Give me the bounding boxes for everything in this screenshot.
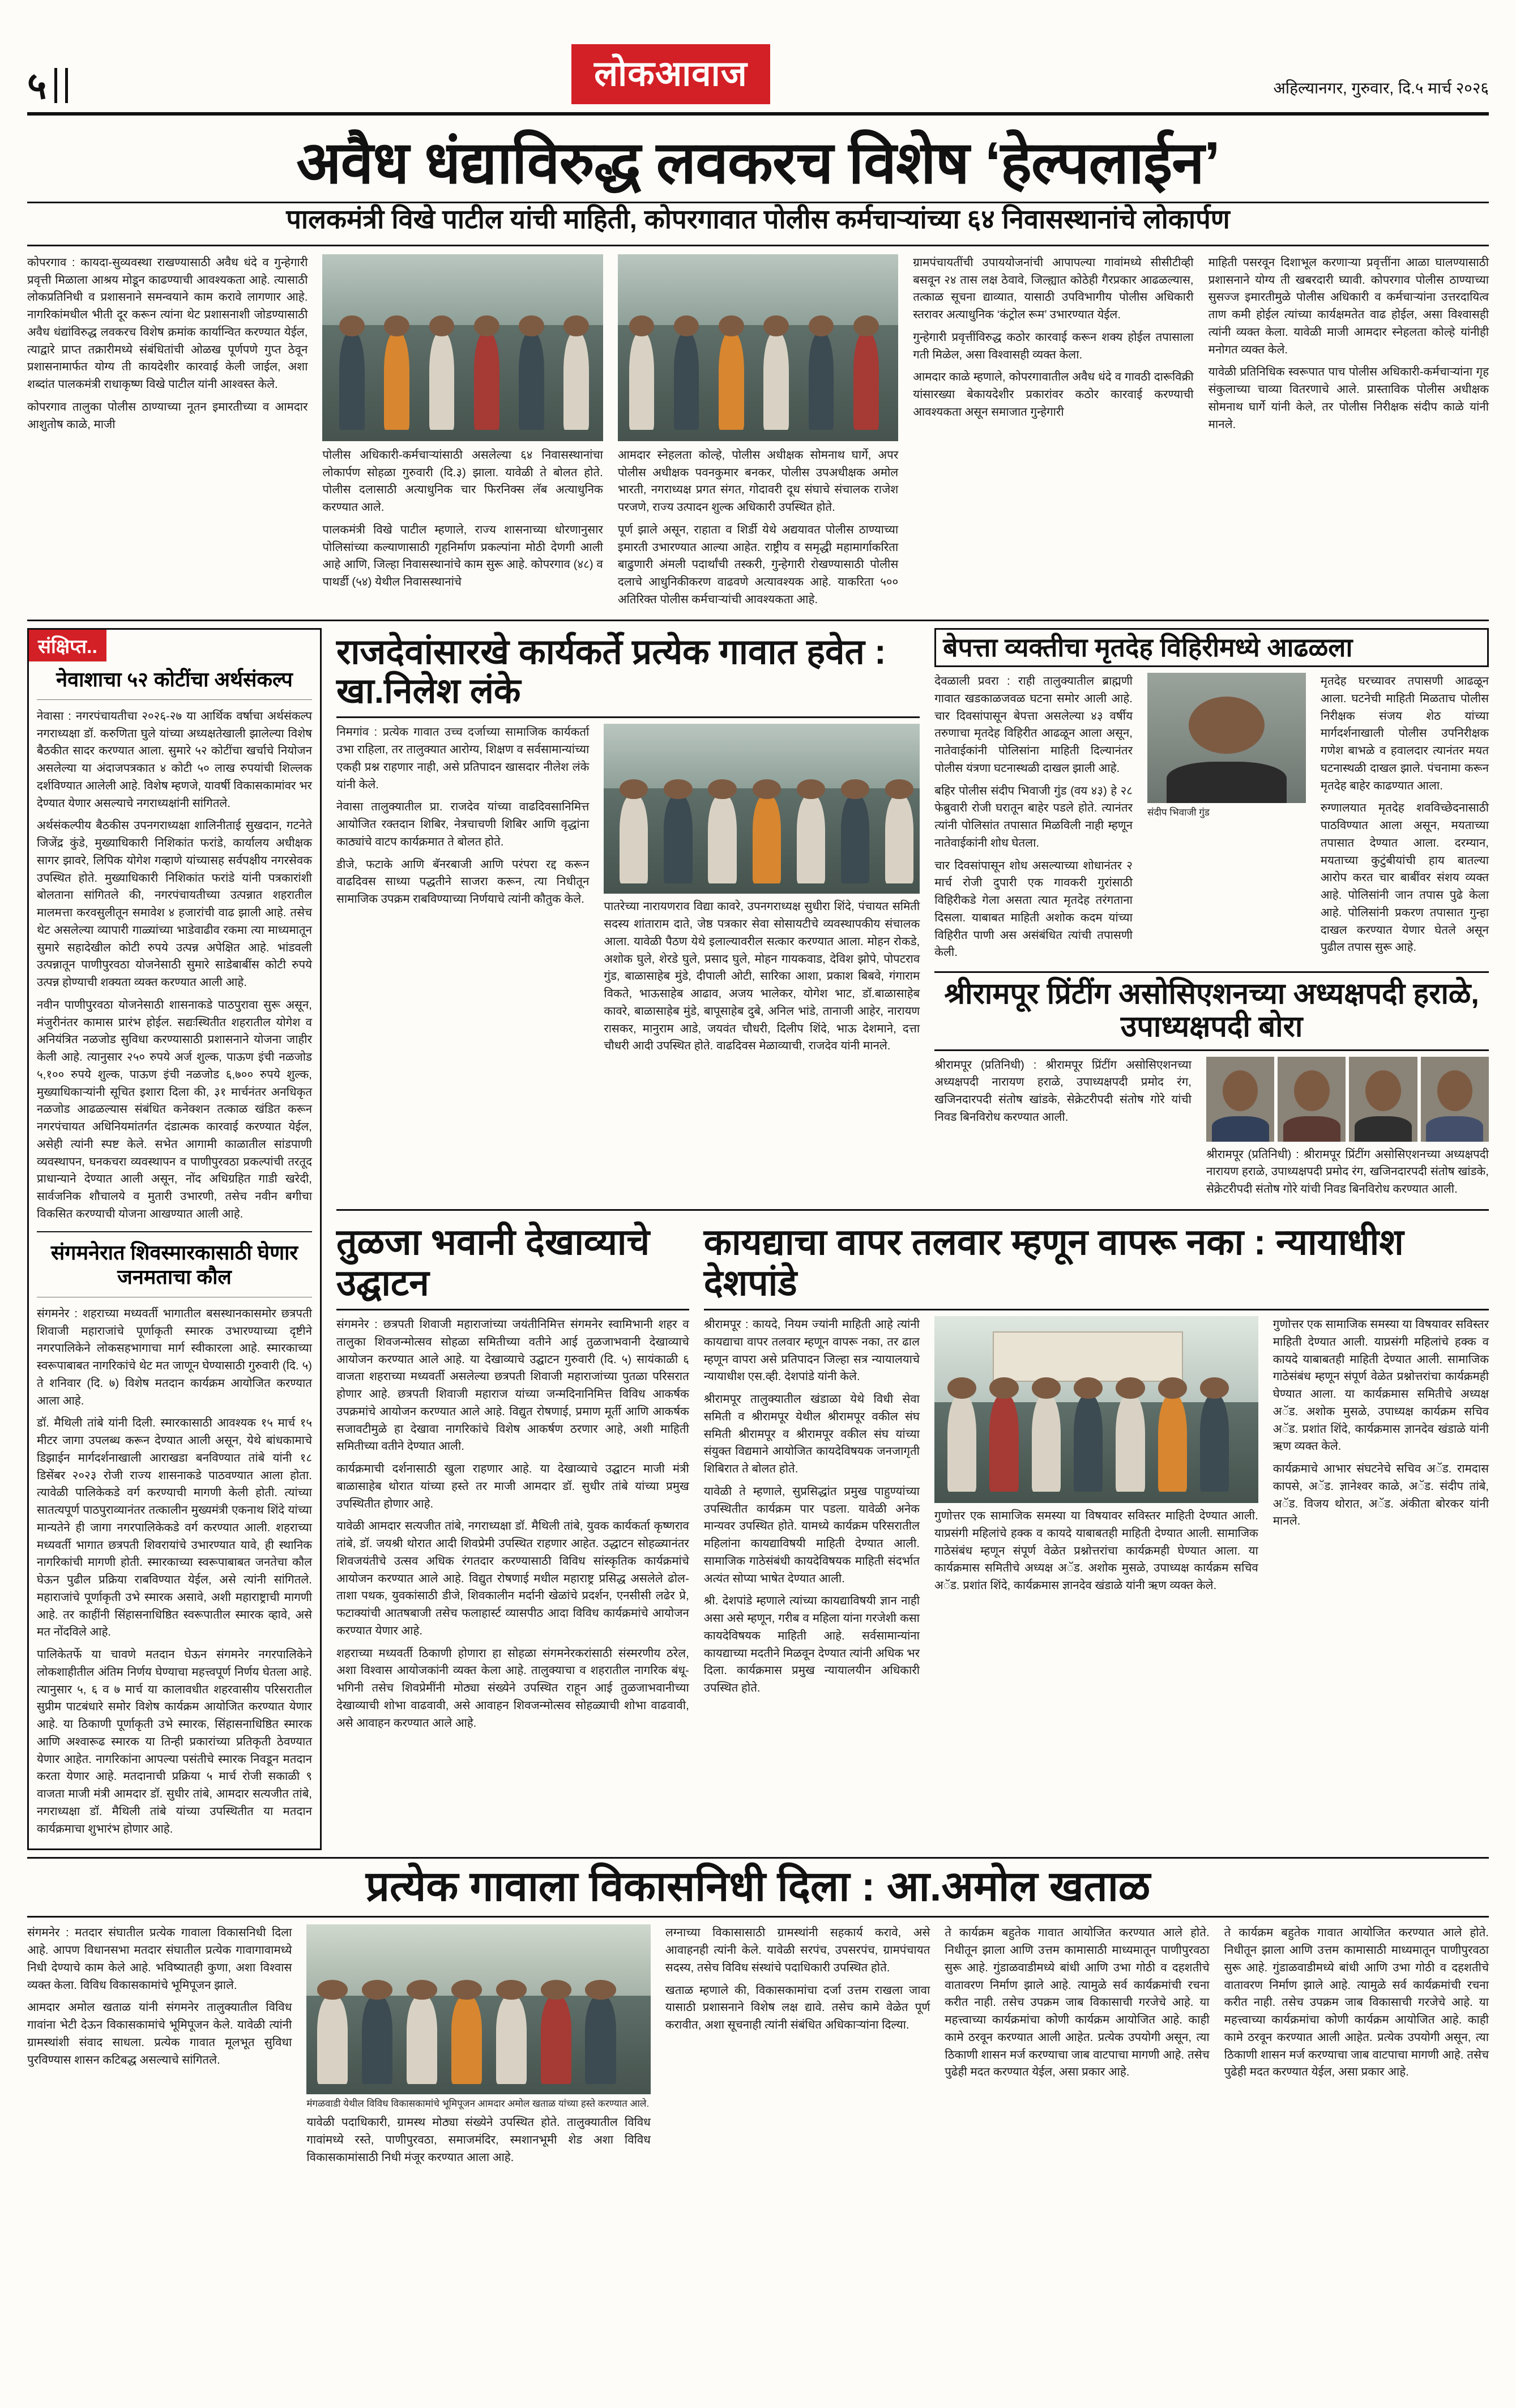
printing-par: श्रीरामपूर (प्रतिनिधी) : श्रीरामपूर प्रिंटींग असोसिएशनच्या अध्यक्षपदी नारायण हराळे, उपाध्यक्षपदी प्रमोद रंग, खजिनदारपदी संतोष खांडके, सेक्रेटरीपदी संतोष गोरे यांची निवड बिनविरोध करण्यात आली.: [934, 1058, 1192, 1124]
vihir-photo-col: [1147, 673, 1306, 967]
printing-mug-row: [1206, 1057, 1489, 1142]
lead-par: पोलीस अधिकारी-कर्मचाऱ्यांसाठी असलेल्या ६४ निवासस्थानांचा लोकार्पण सोहळा गुरुवारी (दि.३) झाला. यावेळी ते बोलत होते. पोलीस दलासाठी अत्याधुनिक चार फिरनिक्स लॅब अत्याधुनिक करण्यात आले.: [322, 448, 603, 514]
rajdev-par: पातरेच्या नारायणराव विद्या कावरे, उपनगराध्यक्ष सुधीरा शिंदे, पंचायत समिती सदस्य शांताराम दाते, जेष्ठ पत्रकार सेवा सोसायटीचे व्यवस्थापकीय संचालक आला. यावेळी पैठण येथे इलाल्यावरील सत्कार करण्यात आला. मोहन रोकडे, अशोक घुले, शेरडे घुले, प्रसाद घुले, मोहन गायकवाड, देविश झोपे, पोपटराव गुंड, बाळासाहेब मुंडे, दीपाली ओटी, सारिका आशा, प्रकाश बिबवे, गंगाराम विकते, भाऊसाहेब आढाव, अजय भालेकर, योगेश भाट, डॉ.बाळासाहेब कावरे, बाळासाहेब मुंडे, बापूसाहेब दुबे, अनिल भांडे, तानाजी आहेर, नारायण रासकर, मानुराम आडे, जयवंत चौधरी, दिलीप शिंदे, भाऊ देशमाने, दत्ता चौधरी आदी उपस्थित होते. वाढदिवस मेळाव्याची, राजदेव यांनी मानले.: [604, 900, 920, 1053]
lead-par: आमदार स्नेहलता कोल्हे, पोलीस अधीक्षक सोमनाथ घार्गे, अपर पोलीस अधीक्षक पवनकुमार बनकर, पोलीस उपअधीक्षक अमोल भारती, नगराध्यक्ष प्रगत संगत, गोदावरी दूध संघाचे संचालक राजेश परजणे, राज्य उत्पादन शुल्क अधिकारी उपस्थित होते.: [617, 448, 899, 514]
nyay-col-3: [1273, 1316, 1489, 1702]
lead-col-3: [618, 254, 898, 614]
page-number-rule-icon: [54, 68, 68, 103]
vihir-headline: बेपत्ता व्यक्तीचा मृतदेह विहिरीमध्ये आढळला: [943, 632, 1353, 662]
rajdev-par: निमगांव : प्रत्येक गावात उच्च दर्जाच्या सामाजिक कार्यकर्ता उभा राहिला, तर तालुक्यात आरोग्य, शिक्षण व सर्वसामान्यांच्या एकही प्रश्न राहणार नाही, असे प्रतिपादन खासदार नीलेश लंके यांनी केले.: [336, 725, 590, 791]
khatal-columns: [27, 1924, 1489, 2171]
printing-headline: श्रीरामपूर प्रिंटींग असोसिएशनच्या अध्यक्षपदी हराळे, उपाध्यक्षपदी बोरा: [944, 977, 1479, 1044]
lead-par: गुन्हेगारी प्रवृत्तींविरुद्ध कठोर कारवाई करून शक्य होईल तपासाला गती मिळेल, असा विश्वासही व्यक्त केला.: [913, 330, 1194, 361]
sankshipt-label: संक्षिप्त..: [29, 630, 106, 661]
sankshipt-column: [27, 628, 322, 1851]
tulja-par: शहराच्या मध्यवर्ती ठिकाणी होणारा हा सोहळा संगमनेरकरांसाठी संस्मरणीय ठरेल, अशा विश्वास आयोजकांनी व्यक्त केला आहे. तालुक्याचा व शहरातील नागरिक बंधू-भगिनी तसेच शिवप्रेमींनी मोठ्या संख्येने उपस्थित राहून आई तुळजाभवानीच्या देखाव्याची शोभा वाढवावी, असे आवाहन शिवजन्मोत्सव सोहळ्याची शोभा वाढवावी, असे आवाहन करण्यात आले आहे.: [336, 1646, 689, 1730]
printing-text-col: [934, 1057, 1192, 1203]
printing-par-dup: श्रीरामपूर (प्रतिनिधी) : श्रीरामपूर प्रिंटींग असोसिएशनच्या अध्यक्षपदी नारायण हराळे, उपाध्यक्षपदी प्रमोद रंग, खजिनदारपदी संतोष खांडके, सेक्रेटरीपदी संतोष गोरे यांची निवड बिनविरोध करण्यात आली.: [1206, 1147, 1489, 1196]
nyay-par: श्री. देशपांडे म्हणाले त्यांच्या कायद्याविषयी ज्ञान नाही असा असे म्हणून, गरीब व महिला यांना गरजेशी कसा कायदेविषयक माहिती आहे. सर्वसामान्यांना कायद्याच्या मदतीने मिळवून देण्यात त्यांनी अधिक भर दिला. कार्यक्रमास प्रमुख न्यायालयीन अधिकारी उपस्थित होते.: [703, 1594, 920, 1695]
lead-par: पूर्ण झाले असून, राहाता व शिर्डी येथे अद्ययावत पोलीस ठाण्याच्या इमारती उभारण्यात आल्या आहेत. राष्ट्रीय व समृद्धी महामार्गाकरिता बाढुणारी अंमली पदार्थांची तस्करी, गुन्हेगारी रोखण्यासाठी पोलीस दलाचे आधुनिकीकरण वाढवणे अत्यावश्यक आहे. याकरिता ५०० अतिरिक्त पोलीस कर्मचाऱ्यांची आवश्यकता आहे.: [617, 523, 899, 606]
rajdev-par: डीजे, फटाके आणि बॅनरबाजी आणि परंपरा रद्द करून वाढदिवस साध्या पद्धतीने साजरा करून, त्या निधीतून सामाजिक उपक्रम राबविण्याच्या निर्णयाचे त्यांनी कौतुक केले.: [336, 857, 590, 906]
khatal-col-5: [1224, 1924, 1489, 2171]
sankshipt-head-2: संगमनेरात शिवस्मारकासाठी घेणार जनमताचा कौल: [50, 1240, 298, 1288]
khatal-par: ते कार्यक्रम बहुतेक गावात आयोजित करण्यात आले होते. निधीतून झाला आणि उत्तम कामासाठी माध्यमातून पाणीपुरवठा सुरू आहे. गुंडाळवाडीमध्ये बांधी आणि उभा गोठी व दहशतीचे वातावरण निर्माण झाले आहे. त्यामुळे सर्व कार्यक्रमांची रचना करीत नाही. तसेच उपक्रम जाब विकासाची गरजेचे आहे. या महत्त्वाच्या कार्यक्रमांचा कोणी कार्यक्रम आयोजित आहे. काही कामे ठरवून करण्यात आली आहेत. प्रत्येक उपयोगी असून, त्या ठिकाणी शासन मर्ज करण्याचा जाब वाटपाचा मागणी आहे. तसेच पुढेही मदत करण्यात येईल, असा प्रकार आहे.: [945, 1926, 1210, 2079]
printing-mug-4: [1421, 1057, 1489, 1142]
vihir-par: बहिर पोलीस संदीप भिवाजी गुंड (वय ४३) हे २८ फेब्रुवारी रोजी घरातून बाहेर पडले होते. त्यानंतर त्यांनी पोलिसांत तपासात मिळविली नाही म्हणून नातेवाईकांनी शोध घेतला.: [934, 784, 1133, 849]
rajdev-text-col: [336, 724, 589, 1060]
sankshipt-par: डॉ. मैथिली तांबे यांनी दिली. स्मारकासाठी आवश्यक १५ मार्च १५ मीटर जागा उपलब्ध करून देण्यात आली असून, येथे बांधकामाचे डिझाईन मार्गदर्शनाखाली आराखडा बनविण्यात तांबे यांनी १८ डिसेंबर २०२३ रोजी राज्य शासनाकडे पाठवण्यात आला होता. त्यावेळी पालिकेकडे वर्ग करण्याची मागणी केली होती. त्यांच्या सातत्यपूर्ण पाठपुराव्यानंतर तत्कालीन मुख्यमंत्री एकनाथ शिंदे यांच्या मान्यतेने ही जागा नगरपालिकेकडे वर्ग करण्यात आली. शहराच्या मध्यवर्ती भागात छत्रपती शिवरायांचे उभारण्यात यावे, ही स्थानिक नागरिकांची मागणी होती. स्मारकाच्या स्वरूपाबाबत जनतेचा कौल घेऊन पुढील प्रक्रिया राबविण्यात येईल, असे त्यांनी सांगितले. महाराजांचे पूर्णाकृती उभे स्मारक असावे, अशी महाराष्ट्राची मागणी आहे. तर काहींनी सिंहासनाधिष्ठित स्वरूपातील स्मारक व्हावे, असे मत नोंदविले आहे.: [37, 1416, 312, 1639]
nyay-photo: [934, 1316, 1258, 1503]
nyay-col-1: [704, 1316, 920, 1702]
vihir-par: मृतदेह घरच्यावर तपासणी आढळून आला. घटनेची माहिती मिळताच पोलीस निरीक्षक संजय शेठ यांच्या मार्गदर्शनाखाली पोलीस उपनिरीक्षक गणेश बाभळे व हवालदार त्यानंतर मयत घटनास्थळी दाखल झाले. पंचनामा करून मृतदेह बाहेर काढण्यात आला.: [1320, 674, 1489, 792]
printing-photo-col: [1206, 1057, 1489, 1203]
sankshipt-par: पालिकेतर्फे या चावणे मतदान घेऊन संगमनेर नगरपालिकेने लोकशाहीतील अंतिम निर्णय घेण्याचा महत्त्वपूर्ण निर्णय घेतला आहे. त्यानुसार ५, ६ व ७ मार्च या कालावधीत शहरवासीय परिसरातील सुप्रीम पाटबंधारे समोर विशेष कार्यक्रम आयोजित करण्यात येणार आहे. या ठिकाणी पूर्णाकृती उभे स्मारक, सिंहासनाधिष्ठित स्मारक आणि अश्वारूढ स्मारक या तिन्ही प्रकारांच्या प्रतिकृती ठेवण्यात येणार आहेत. नागरिकांना आपल्या पसंतीचे स्मारक निवडून मतदान करता येणार आहे. मतदानाची प्रक्रिया ५ मार्च रोजी सकाळी ९ वाजता माजी मंत्री आमदार डॉ. सुधीर तांबे, आमदार सत्यजीत तांबे, नगराध्यक्षा डॉ. मैथिली तांबे यांच्या उपस्थितीत या मतदान कार्यक्रमाचा शुभारंभ होणार आहे.: [37, 1648, 312, 1835]
lead-photo-2: [618, 254, 898, 441]
rajdev-headline: राजदेवांसारखे कार्यकर्ते प्रत्येक गावात हवेत : खा.निलेश लंके: [336, 632, 886, 711]
nyay-par: यावेळी ते म्हणाले, सुप्रसिद्धांत प्रमुख पाहुण्यांच्या उपस्थितीत कार्यक्रम पार पडला. यावेळी अनेक मान्यवर उपस्थित होते. यामध्ये कार्यक्रम परिसरातील महिलांना कायद्याविषयी माहिती देण्यात आली. सामाजिक गाठेसंबंधी कायदेविषयक माहिती संदर्भात अत्यंत सोप्या भाषेत देण्यात आली.: [703, 1484, 920, 1585]
lead-par: यावेळी प्रतिनिधिक स्वरूपात पाच पोलीस अधिकारी-कर्मचाऱ्यांना गृह संकुलाच्या चाव्या वितरणाचे आले. प्रास्ताविक पोलीस अधीक्षक सोमनाथ घार्गे यांनी केले, तर पोलीस निरीक्षक संदीप काळे यांनी मानले.: [1208, 365, 1489, 431]
sankshipt-par: नेवासा : नगरपंचायतीचा २०२६-२७ या आर्थिक वर्षाचा अर्थसंकल्प नगराध्यक्षा डॉ. करुणिता घुले यांच्या अध्यक्षतेखाली झालेल्या विशेष बैठकीत सादर करण्यात आला. सुमारे ५२ कोटींचा खर्चाचे नियोजन असलेल्या या अंदाजपत्रकात ४ कोटी ५० लाख रुपयांची शिल्लक दर्शविण्यात आलेली आहे. विशेष म्हणजे, यावर्षी विकासकामांवर भर देण्यात येणार असल्याचे नगराध्यक्षांनी सांगितले.: [37, 709, 312, 810]
vihir-par: चार दिवसांपासून शोध असल्याच्या शोधानंतर २ मार्च रोजी दुपारी एक गावकरी गुरांसाठी विहिरीकडे गेला असता त्यात मृतदेह तरंगताना दिसला. याबाबत माहिती अशोक कदम यांच्या विहिरीत पाणी अस असंबंधित त्यांची तपासणी केली.: [934, 859, 1133, 959]
nyay-par: श्रीरामपूर तालुक्यातील खंडाळा येथे विधी सेवा समिती व श्रीरामपूर येथील श्रीरामपूर वकील संघ समिती श्रीरामपूर व श्रीरामपूर वकील संघ यांच्या संयुक्त विद्यमाने आयोजित कायदेविषयक जनजागृती शिबिरात ते बोलत होते.: [703, 1393, 920, 1476]
vihir-text-col: [934, 673, 1133, 967]
vihir-side-col: [1321, 673, 1489, 967]
nyay-par: श्रीरामपूर : कायदे, नियम ज्यांनी माहिती आहे त्यांनी कायद्याचा वापर तलवार म्हणून वापरू नका, तर ढाल म्हणून वापरा असे प्रतिपादन जिल्हा सत्र न्यायालयाचे न्यायाधीश एस.व्ही. देशपांडे यांनी केले.: [703, 1318, 920, 1384]
printing-mug-2: [1278, 1057, 1346, 1142]
lead-col-4: [913, 254, 1193, 614]
khatal-par: खताळ म्हणाले की, विकासकामांचा दर्जा उत्तम राखला जावा यासाठी प्रशासनाने विशेष लक्ष द्यावे. तसेच कामे वेळेत पूर्ण करावीत, अशा सूचनाही त्यांनी संबंधित अधिकाऱ्यांना दिल्या.: [665, 1983, 930, 2032]
rajdev-story: [336, 628, 920, 1203]
lead-headline: अवैध धंद्याविरुद्ध लवकरच विशेष ‘हेल्पलाईन’: [296, 130, 1220, 196]
rajdev-photo-col: [604, 724, 920, 1060]
khatal-photo: [306, 1924, 651, 2094]
khatal-col-1: [27, 1924, 292, 2171]
tulja-par: कार्यक्रमाची दर्शनासाठी खुला राहणार आहे. या देखाव्याचे उद्घाटन माजी मंत्री बाळासाहेब थोरात यांच्या हस्ते तर माजी आमदार डॉ. सुधीर तांबे यांच्या प्रमुख उपस्थितीत होणार आहे.: [336, 1462, 689, 1510]
sankshipt-head-1: नेवाशाचा ५२ कोटींचा अर्थसंकल्प: [56, 667, 293, 691]
khatal-par: संगमनेर : मतदार संघातील प्रत्येक गावाला विकासनिधी दिला आहे. आपण विधानसभा मतदार संघातील प्रत्येक गावागावामध्ये निधी देण्याचे काम केले आहे. भविष्यातही कुणा, अशा विश्वास व्यक्त केला. विविध विकासकामांचे भूमिपूजन झाले.: [27, 1926, 292, 1992]
khatal-par: यावेळी पदाधिकारी, ग्रामस्थ मोठ्या संख्येने उपस्थित होते. तालुक्यातील विविध गावांमध्ये रस्ते, पाणीपुरवठा, समाजमंदिर, स्मशानभूमी शेड अशा विविध विकासकामांसाठी निधी मंजूर करण्यात आला आहे.: [306, 2116, 651, 2164]
tulja-par: यावेळी आमदार सत्यजीत तांबे, नगराध्यक्षा डॉ. मैथिली तांबे, युवक कार्यकर्ता कृष्णराव तांबे, डॉ. जयश्री थोरात आदी शिवप्रेमी उपस्थित राहणार आहेत. उद्धाटन सोहळ्यानंतर शिवजयंतीचे उत्सव अधिक रंगतदार करण्यासाठी विविध सांस्कृतिक कार्यक्रमांचे आयोजन करण्यात आले आहे. विद्युत रोषणाई मधील महाराष्ट्र प्रसिद्ध असलेले ढोल-ताशा पथक, युवकांसाठी डीजे, शिवकालीन मर्दानी खेळांचे प्रदर्शन, एनसीसी लढेर प्रे, फटाक्यांची आतषबाजी तसेच फलाहार्स्ट व्यासपीठ आदा विविध कार्यक्रमांचे आयोजन करण्यात येणार आहे.: [336, 1519, 689, 1637]
khatal-col-4: [945, 1924, 1209, 2171]
sankshipt-par: संगमनेर : शहराच्या मध्यवर्ती भागातील बसस्थानकासमोर छत्रपती शिवाजी महाराजांचे पूर्णाकृती स्मारक उभारण्याच्या दृष्टीने नगरपालिकेने लोकसहभागाचा मार्ग स्वीकारला आहे. स्मारकाच्या स्वरूपाबाबत नागरिकांचे थेट मत जाणून घेण्यासाठी गुरुवारी (दि. ५) ते शनिवार (दि. ७) विशेष मतदान कार्यक्रम आयोजित करण्यात आला आहे.: [37, 1307, 312, 1407]
lead-divider-bottom: [27, 245, 1489, 246]
vihir-mugshot: [1147, 673, 1306, 803]
lead-par: कोपरगाव तालुका पोलीस ठाण्याच्या नूतन इमारतीच्या व आमदार आशुतोष काळे, माजी: [27, 400, 308, 431]
vihir-photo-caption: संदीप भिवाजी गुंड: [1147, 807, 1210, 818]
dateline: अहिल्यानगर, गुरुवार, दि.५ मार्च २०२६: [1273, 79, 1489, 97]
lead-col-5: [1208, 254, 1489, 614]
vihir-par: देवळाली प्रवरा : राही तालुक्यातील ब्राह्मणी गावात खडकाळजवळ घटना समोर आली आहे. चार दिवसांपासून बेपत्ता असलेल्या ४३ वर्षीय तरुणाचा मृतदेह विहिरीत आढळून आला असून, नातेवाईकांनी पोलिसांना माहिती दिल्यानंतर पोलीस यंत्रणा घटनास्थळी दाखल झाली आहे.: [934, 674, 1133, 775]
khatal-par: आमदार अमोल खताळ यांनी संगमनेर तालुक्यातील विविध गावांना भेटी देऊन विकासकामांचे भूमिपूजन केले. यावेळी त्यांनी ग्रामस्थांशी संवाद साधला. प्रत्येक गावात मूलभूत सुविधा पुरविण्यास शासन कटिबद्ध असल्याचे सांगितले.: [27, 2001, 292, 2067]
tulja-story: [336, 1218, 689, 1737]
publication-logo: लोकआवाज: [571, 44, 770, 104]
nyay-par: कार्यक्रमाचे आभार संघटनेचे सचिव अॅड. रामदास कापसे, अॅड. ज्ञानेश्वर काळे, अॅड. संदीप तांबे, अॅड. विजय थोरात, अॅड. अंकीता बोरकर यांनी मानले.: [1272, 1462, 1489, 1528]
khatal-par-dup: ते कार्यक्रम बहुतेक गावात आयोजित करण्यात आले होते. निधीतून झाला आणि उत्तम कामासाठी माध्यमातून पाणीपुरवठा सुरू आहे. गुंडाळवाडीमध्ये बांधी आणि उभा गोठी व दहशतीचे वातावरण निर्माण झाले आहे. त्यामुळे सर्व कार्यक्रमांची रचना करीत नाही. तसेच उपक्रम जाब विकासाची गरजेचे आहे. या महत्त्वाच्या कार्यक्रमांचा कोणी कार्यक्रम आयोजित आहे. काही कामे ठरवून करण्यात आली आहेत. प्रत्येक उपयोगी असून, त्या ठिकाणी शासन मर्ज करण्याचा जाब वाटपाचा मागणी आहे. तसेच पुढेही मदत करण्यात येईल, असा प्रकार आहे.: [1224, 1926, 1489, 2079]
middle-region: [27, 628, 1489, 1851]
khatal-headline: प्रत्येक गावाला विकासनिधी दिला : आ.अमोल खताळ: [365, 1863, 1151, 1910]
logo-wrap: [68, 44, 1273, 104]
khatal-photo-col: [306, 1924, 651, 2171]
nyay-story: [704, 1218, 1489, 1737]
lead-photo-1: [322, 254, 603, 441]
khatal-story: [27, 1863, 1489, 2171]
lead-columns: [27, 254, 1489, 614]
lead-col-2: [322, 254, 603, 614]
rajdev-photo: [604, 724, 920, 894]
sankshipt-par: नवीन पाणीपुरवठा योजनेसाठी शासनाकडे पाठपुरावा सुरू असून, मंजुरीनंतर कामास प्रारंभ होईल. सद्यःस्थितीत शहरातील योगेश व अनियंत्रित नळजोड सुविधा करण्यासाठी प्रशासनाने योजना जाहीर केली आहे. त्यानुसार २५० रुपये अर्ज शुल्क, पाऊण इंची नळजोड ५,१०० रुपये शुल्क, पाऊण इंची नळजोड ६,७०० रुपये शुल्क, मुख्याधिकाऱ्यांनी सूचित इशारा दिला की, ३१ मार्चनंतर अनधिकृत नळजोड आढळल्यास संबंधित कनेक्शन तत्काळ खंडित करून नगरपंचायत अधिनियमांतर्गत दंडात्मक कारवाई करण्यात येईल, असेही त्यांनी स्पष्ट केले. सभेत आगामी काळातील सांडपाणी व्यवस्थापन, घनकचरा व्यवस्थापन व पाणीपुरवठा प्रकल्पांची तरतूद प्राधान्याने देण्यात आली असून, नोंद अधिग्रहित गाडी खरेदी, सार्वजनिक शौचालये व मुतारी उभारणी, तसेच नवीन बगीचा विकसित करण्याची योजना आखण्यात आली आहे.: [37, 998, 312, 1220]
lead-par: कोपरगाव : कायदा-सुव्यवस्था राखण्यासाठी अवैध धंदे व गुन्हेगारी प्रवृत्ती मिळाला आश्रय मोडून काढण्याची आवश्यकता आहे. त्यासाठी लोकप्रतिनिधी व प्रशासनाने समन्वयाने काम करावे लागणार आहे. नागरिकांमधील भीती दूर करून त्यांना थेट प्रशासनाशी जोडण्यासाठी अवैध धंद्यांविरुद्ध लवकरच विशेष क्रमांक कार्यान्वित करण्यात येईल, त्याद्वारे प्राप्त तक्रारीमध्ये संबंधितांची ओळख पूर्णपणे गुप्त ठेवून प्रशासनामार्फत योग्य ती कायदेशीर कारवाई केली जाईल, अशा शब्दांत पालकमंत्री राधाकृष्ण विखे पाटील यांनी आश्वस्त केले.: [27, 255, 308, 391]
lead-col-1: [27, 254, 308, 614]
vihir-par: रुग्णालयात मृतदेह शवविच्छेदनासाठी पाठविण्यात आला असून, मयताच्या तपासात देण्यात आला. दरम्यान, मयताच्या कुटुंबीयांची हाय बातल्या आरोप करत चार बाबींवर संशय व्यक्त आहे. पोलिसांनी जान तपास पुढे केला आहे. पोलिसांनी प्रकरण तपासात गुन्हा दाखल करण्यात येणार घेतले असून पुढील तपास सुरू आहे.: [1320, 801, 1489, 954]
middle-right-stack: [336, 628, 1489, 1851]
nyay-photo-col: [934, 1316, 1258, 1702]
tulja-headline: तुळजा भवानी देखाव्याचे उद्घाटन: [336, 1221, 650, 1303]
lead-subhead: पालकमंत्री विखे पाटील यांची माहिती, कोपरगावात पोलीस कर्मचाऱ्यांच्या ६४ निवासस्थानांचे लोकार्पण: [286, 204, 1230, 234]
rajdev-par: नेवासा तालुक्यातील प्रा. राजदेव यांच्या वाढदिवसानिमित्त आयोजित रक्तदान शिबिर, नेत्रचाचणी शिबिर आणि वृद्धांना काठ्यांचे वाटप कार्यक्रमात ते बोलत होते.: [336, 800, 590, 848]
sankshipt-par: अर्थसंकल्पीय बैठकीस उपनगराध्यक्षा शालिनीताई सुखदान, गटनेते जिजेंद्र कुंडे, मुख्याधिकारी निशिकांत फरांडे, कार्यालय अधीक्षक सागर झावरे, लिपिक योगेश गव्हाणे यांच्यासह सर्वपक्षीय नगरसेवक उपस्थित होते. मुख्याधिकारी निशिकांत फरांडे यांनी पत्रकारांशी बोलताना सांगितले की, नगरपंचायतीच्या उत्पन्नात शहरातील मालमत्ता करवसुलीतून समावेश ४ हजारांची वाढ झाली आहे. तसेच थेट असलेल्या व्यापारी गाळ्यांच्या भाडेवाढीव रकमा त्या माध्यमातून सुमारे सहादेखील कोटी रुपये उत्पन्न अपेक्षित आहे. भांडवली उत्पन्नातून पाणीपुरवठा योजनेसाठी सुमारे साडेबाबींस कोटी रुपये उत्पन्न होण्याची शक्यता व्यक्त करण्यात आली आहे.: [37, 819, 312, 989]
tulja-par: संगमनेर : छत्रपती शिवाजी महाराजांच्या जयंतीनिमित्त संगमनेर स्वामिभानी शहर व तालुका शिवजन्मोत्सव सोहळा समितीच्या वतीने आई तुळजाभवानी देखाव्याचे आयोजन करण्यात आले आहे. या देखाव्याचे उद्घाटन गुरुवारी (दि. ५) सायंकाळी ६ वाजता शहराच्या मध्यवर्ती असलेल्या छत्रपती शिवाजी महाराजांच्या पुतळा परिसरात होणार आहे. छत्रपती शिवाजी महाराज यांच्या जन्मदिनानिमित्त विविध आकर्षक उपक्रमांचे आयोजन करण्यात आले आहे. विद्युत रोषणाई, प्रमाण मूर्ती आणि आकर्षक सजावटीमुळे हा देखावा नागरिकांचे विशेष आकर्षण ठरणार आहे, अशी माहिती समितीच्या वतीने देण्यात आली.: [336, 1318, 689, 1453]
lead-par: माहिती पसरवून दिशाभूल करणाऱ्या प्रवृत्तींना आळा घालण्यासाठी प्रशासनाने योग्य ती खबरदारी घ्यावी. कोपरगाव पोलीस ठाण्याच्या सुसज्ज इमारतीमुळे पोलीस अधिकारी व कर्मचाऱ्यांना उत्तरदायित्व ताण कमी होईल त्यांच्या कार्यक्षमतेत वाढ होईल, असा विश्वासही त्यांनी व्यक्त केला. यावेळी माजी आमदार स्नेहलता कोल्हे यांनीही मनोगत व्यक्त केले.: [1208, 255, 1489, 356]
printing-mug-1: [1206, 1057, 1274, 1142]
khatal-photo-caption: मंगळवाडी येथील विविध विकासकामांचे भूमिपूजन आमदार अमोल खताळ यांच्या हस्ते करण्यात आले.: [306, 2098, 650, 2110]
khatal-par: लग्नाच्या विकासासाठी ग्रामस्थांनी सहकार्य करावे, असे आवाहनही त्यांनी केले. यावेळी सरपंच, उपसरपंच, ग्रामपंचायत सदस्य, तसेच विविध संस्थांचे पदाधिकारी उपस्थित होते.: [665, 1926, 930, 1974]
lead-par: पालकमंत्री विखे पाटील म्हणाले, राज्य शासनाच्या धोरणानुसार पोलिसांच्या कल्याणासाठी गृहनिर्माण प्रकल्पांना मोठी देणगी आली आहे आणि, जिल्हा निवासस्थानांचे काम सुरू आहे. कोपरगाव (४८) व पाथर्डी (५४) येथील निवासस्थानांचे: [322, 523, 603, 589]
vihir-story: [934, 628, 1489, 1203]
nyay-par: गुणोत्तर एक सामाजिक समस्या या विषयावर सविस्तर माहिती देण्यात आली. याप्रसंगी महिलांचे हक्क व कायदे याबाबतही माहिती देण्यात आली. सामाजिक गाठेसंबंध म्हणून संपूर्ण वेळेत प्रश्नोत्तरांचा कार्यक्रमही घेण्यात आला. या कार्यक्रमास समितीचे अध्यक्ष अॅड. अशोक मुसळे, उपाध्यक्ष कार्यक्रम सचिव अॅड. प्रशांत शिंदे, कार्यक्रमास ज्ञानदेव खंडाळे यांनी ऋण व्यक्त केले.: [934, 1509, 1258, 1592]
lead-bottom-rule: [27, 620, 1489, 621]
tulja-nyay-row: [336, 1218, 1489, 1737]
lead-par: ग्रामपंचायतींची उपाययोजनांची आपापल्या गावांमध्ये सीसीटीव्ही बसवून २४ तास लक्ष ठेवावे, जिल्ह्यात कोठेही गैरप्रकार आढळल्यास, तत्काळ सूचना द्याव्यात, यासाठी उपविभागीय पोलीस अधिकारी स्तरावर अत्याधुनिक ‘कंट्रोल रूम’ उभारण्यात येईल.: [913, 255, 1194, 322]
nyay-headline: कायद्याचा वापर तलवार म्हणून वापरू नका : न्यायाधीश देशपांडे: [703, 1221, 1404, 1303]
masthead: [27, 0, 1489, 104]
page-number-block: [27, 67, 68, 104]
printing-mug-3: [1349, 1057, 1417, 1142]
khatal-col-3: [665, 1924, 930, 2171]
nyay-par: गुणोत्तर एक सामाजिक समस्या या विषयावर सविस्तर माहिती देण्यात आली. याप्रसंगी महिलांचे हक्क व कायदे याबाबतही माहिती देण्यात आली. सामाजिक गाठेसंबंध म्हणून संपूर्ण वेळेत प्रश्नोत्तरांचा कार्यक्रमही घेण्यात आला. या कार्यक्रमास समितीचे अध्यक्ष अॅड. अशोक मुसळे, उपाध्यक्ष कार्यक्रम सचिव अॅड. प्रशांत शिंदे, कार्यक्रमास ज्ञानदेव खंडाळे यांनी ऋण व्यक्त केले.: [1272, 1318, 1489, 1453]
lead-par: आमदार काळे म्हणाले, कोपरगावातील अवैध धंदे व गावठी दारूविक्री यांसारख्या बेकायदेशीर प्रकारांवर कठोर कारवाई करण्याची आवश्यकता असून समाजात गुन्हेगारी: [913, 370, 1194, 419]
rajdev-vihir-row: [336, 628, 1489, 1203]
page-number: ५: [27, 65, 47, 106]
